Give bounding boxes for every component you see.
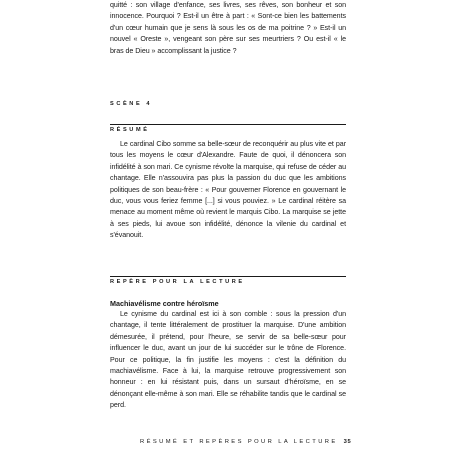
page-number: 35 bbox=[343, 439, 352, 445]
resume-paragraph: Le cardinal Cibo somme sa belle-sœur de reconquérir au plus vite et par tous les moyens le cœur d'Alexandre. Faute de quoi, il dénoncera son infidélité à son mari. Ce cynisme révolte la marquise, qui refuse de céder au chantage. Elle n'assouvira pas plus la passion du duc que les ambitions politiques de son beau-frère : « Pour gouverner Florence en gouvernant le duc, vous vous feriez femme [...] si vous pouviez. » Le cardinal réitère sa menace au moment même où revient le marquis Cibo. La marquise se jette à ses pieds, lui avoue son infidélité, dénonce la vilenie du cardinal et s'évanouit. bbox=[110, 140, 346, 240]
resume-rule bbox=[110, 124, 346, 125]
scene-heading: SCÈNE 4 bbox=[110, 101, 153, 107]
repere-subtitle: Machiavélisme contre héroïsme bbox=[110, 299, 219, 308]
page-footer bbox=[140, 439, 352, 445]
repere-paragraph: Le cynisme du cardinal est ici à son comble : sous la pression d'un chantage, il tente littéralement de prostituer la marquise. D'une ambition démesurée, il prétend, pour l'heure, se servir de sa belle-sœur pour influencer le duc, avant un jour de lui succéder sur le trône de Florence. Pour ce politique, la fin justifie les moyens : c'est la définition du machiavélisme. Face à lui, la marquise retrouve progressivement son honneur : en lui résistant puis, dans un sursaut d'héroïsme, en se dénonçant elle-même à son mari. Elle se réhabilite tandis que le cardinal se perd. bbox=[110, 310, 346, 410]
intro-block bbox=[110, 0, 346, 57]
resume-heading: RÉSUMÉ bbox=[110, 127, 150, 133]
resume-header bbox=[110, 124, 346, 133]
repere-block bbox=[110, 298, 346, 412]
repere-heading: REPÈRE POUR LA LECTURE bbox=[110, 279, 245, 285]
repere-header bbox=[110, 276, 346, 285]
scene-header bbox=[110, 101, 346, 107]
repere-rule bbox=[110, 276, 346, 277]
running-title: RÉSUMÉ ET REPÈRES POUR LA LECTURE bbox=[140, 439, 338, 445]
intro-paragraph: quitté : son village d'enfance, ses livres, ses rêves, son bonheur et son innocence. Pourquoi ? Est-il un être à part : « Sont-ce bien les battements d'un cœur humain que je sens là sous les os de ma poitrine ? » Est-il un nouvel « Oreste », vengeant son père sur ses meurtriers ? Ou est-il « le bras de Dieu » accomplissant la justice ? bbox=[110, 1, 346, 55]
resume-block bbox=[110, 139, 346, 242]
